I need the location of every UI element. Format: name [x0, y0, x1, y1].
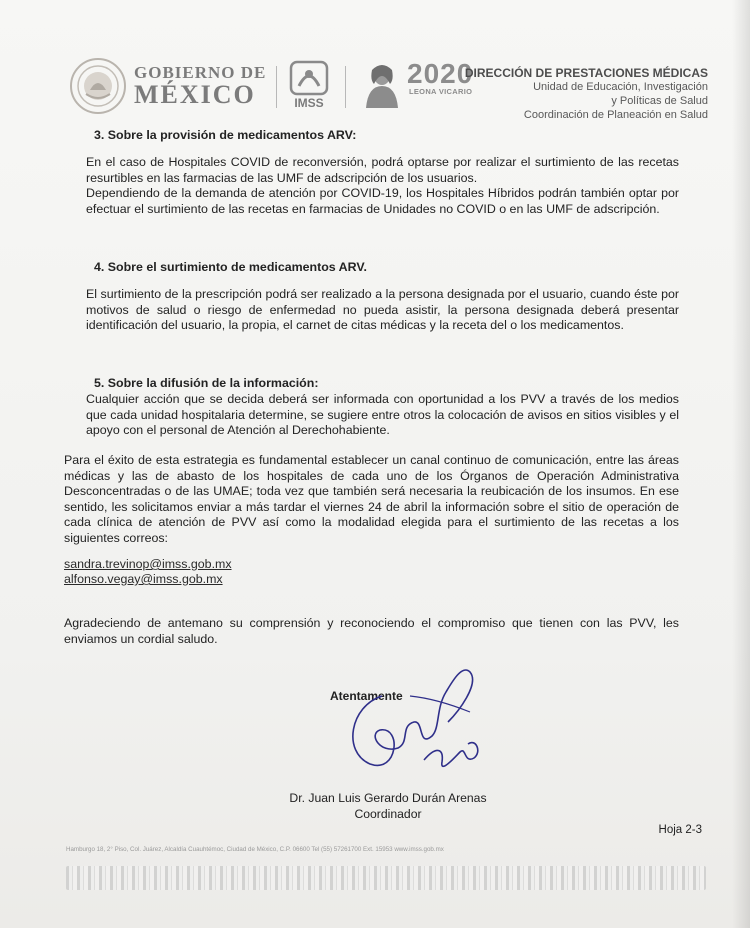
- leona-vicario-portrait-icon: [360, 62, 404, 108]
- direccion-line: y Políticas de Salud: [611, 95, 708, 107]
- national-seal-icon: [70, 58, 126, 114]
- signatory-role: Coordinador: [354, 807, 422, 821]
- footer-decorative-pattern: [66, 866, 706, 890]
- gobierno-line2: MÉXICO: [134, 80, 256, 109]
- direccion-title: DIRECCIÓN DE PRESTACIONES MÉDICAS: [464, 66, 708, 80]
- section-3-heading: 3. Sobre la provisión de medicamentos ARV:: [94, 128, 357, 142]
- handwritten-signature: [340, 656, 490, 788]
- section-5-heading: 5. Sobre la difusión de la información:: [94, 376, 319, 390]
- email-link[interactable]: alfonso.vegay@imss.gob.mx: [64, 572, 223, 586]
- section-5-paragraph: Cualquier acción que se decida deberá ser informada con oportunidad a los PVV a través de los medios que cada unidad hospitalaria determine, se sugiere entre otros la colocación de avisos en sitios visibles y el apoyo con el personal de Atención al Derechohabiente.: [86, 392, 679, 438]
- direccion-line: Unidad de Educación, Investigación: [533, 81, 708, 93]
- email-link[interactable]: sandra.trevinop@imss.gob.mx: [64, 557, 232, 571]
- signatory-name: Dr. Juan Luis Gerardo Durán Arenas: [289, 791, 487, 805]
- gobierno-line1: GOBIERNO DE: [134, 63, 267, 82]
- direccion-line: Coordinación de Planeación en Salud: [523, 109, 708, 121]
- header-divider: [276, 66, 277, 108]
- year-2020: 2020: [407, 58, 474, 89]
- footer-address: Hamburgo 18, 2° Piso, Col. Juárez, Alcaldía Cuauhtémoc, Ciudad de México, C.P. 06600 Tel (55) 57261700 Ext. 15953 www.imss.gob.mx: [66, 846, 444, 853]
- closing-paragraph: Para el éxito de esta estrategia es fundamental establecer un canal continuo de comunicación, entre las áreas médicas y las de abasto de los hospitales de cada uno de los Órganos de Operación Administrativa Desconcentradas o de las UMAE; toda vez que también será necesaria la reubicación de los insumos. En ese sentido, les solicitamos enviar a más tardar el viernes 24 de abril la información sobre el sitio de operación de cada clínica de atención de PVV así como la modalidad elegida para el surtimiento de las recetas a los siguientes correos:: [64, 453, 679, 545]
- section-4-paragraph: El surtimiento de la prescripción podrá ser realizado a la persona designada por el usuario, cuando éste por motivos de salud o riesgo de enfermedad no pueda asistir, la persona designada deberá presentar identificación del usuario, la propia, el carnet de citas médicas y la receta del o los medicamentos.: [86, 287, 679, 333]
- leona-vicario-label: LEONA VICARIO: [409, 87, 473, 96]
- imss-label: IMSS: [294, 96, 324, 110]
- signatory-block: [258, 790, 518, 822]
- closing-paragraph: Agradeciendo de antemano su comprensión y reconociendo el compromiso que tienen con las PVV, les enviamos un cordial saludo.: [64, 616, 679, 646]
- atentamente-label: Atentamente: [330, 689, 403, 703]
- section-4-heading: 4. Sobre el surtimiento de medicamentos ARV.: [94, 260, 367, 274]
- gobierno-de-mexico-logo: [134, 63, 266, 107]
- direccion-block: [465, 66, 708, 122]
- section-3-paragraph: En el caso de Hospitales COVID de reconversión, podrá optarse por realizar el surtimiento de las recetas resurtibles en las farmacias de las UMF de adscripción de los usuarios.: [86, 155, 679, 185]
- page-number: Hoja 2-3: [658, 824, 702, 836]
- section-3-paragraph: Dependiendo de la demanda de atención por COVID-19, los Hospitales Híbridos podrán también optar por efectuar el surtimiento de las recetas en farmacias de Unidades no COVID o en las UMF de adscripción.: [86, 186, 679, 216]
- header-divider: [345, 66, 346, 108]
- page-edge-shadow: [732, 0, 750, 928]
